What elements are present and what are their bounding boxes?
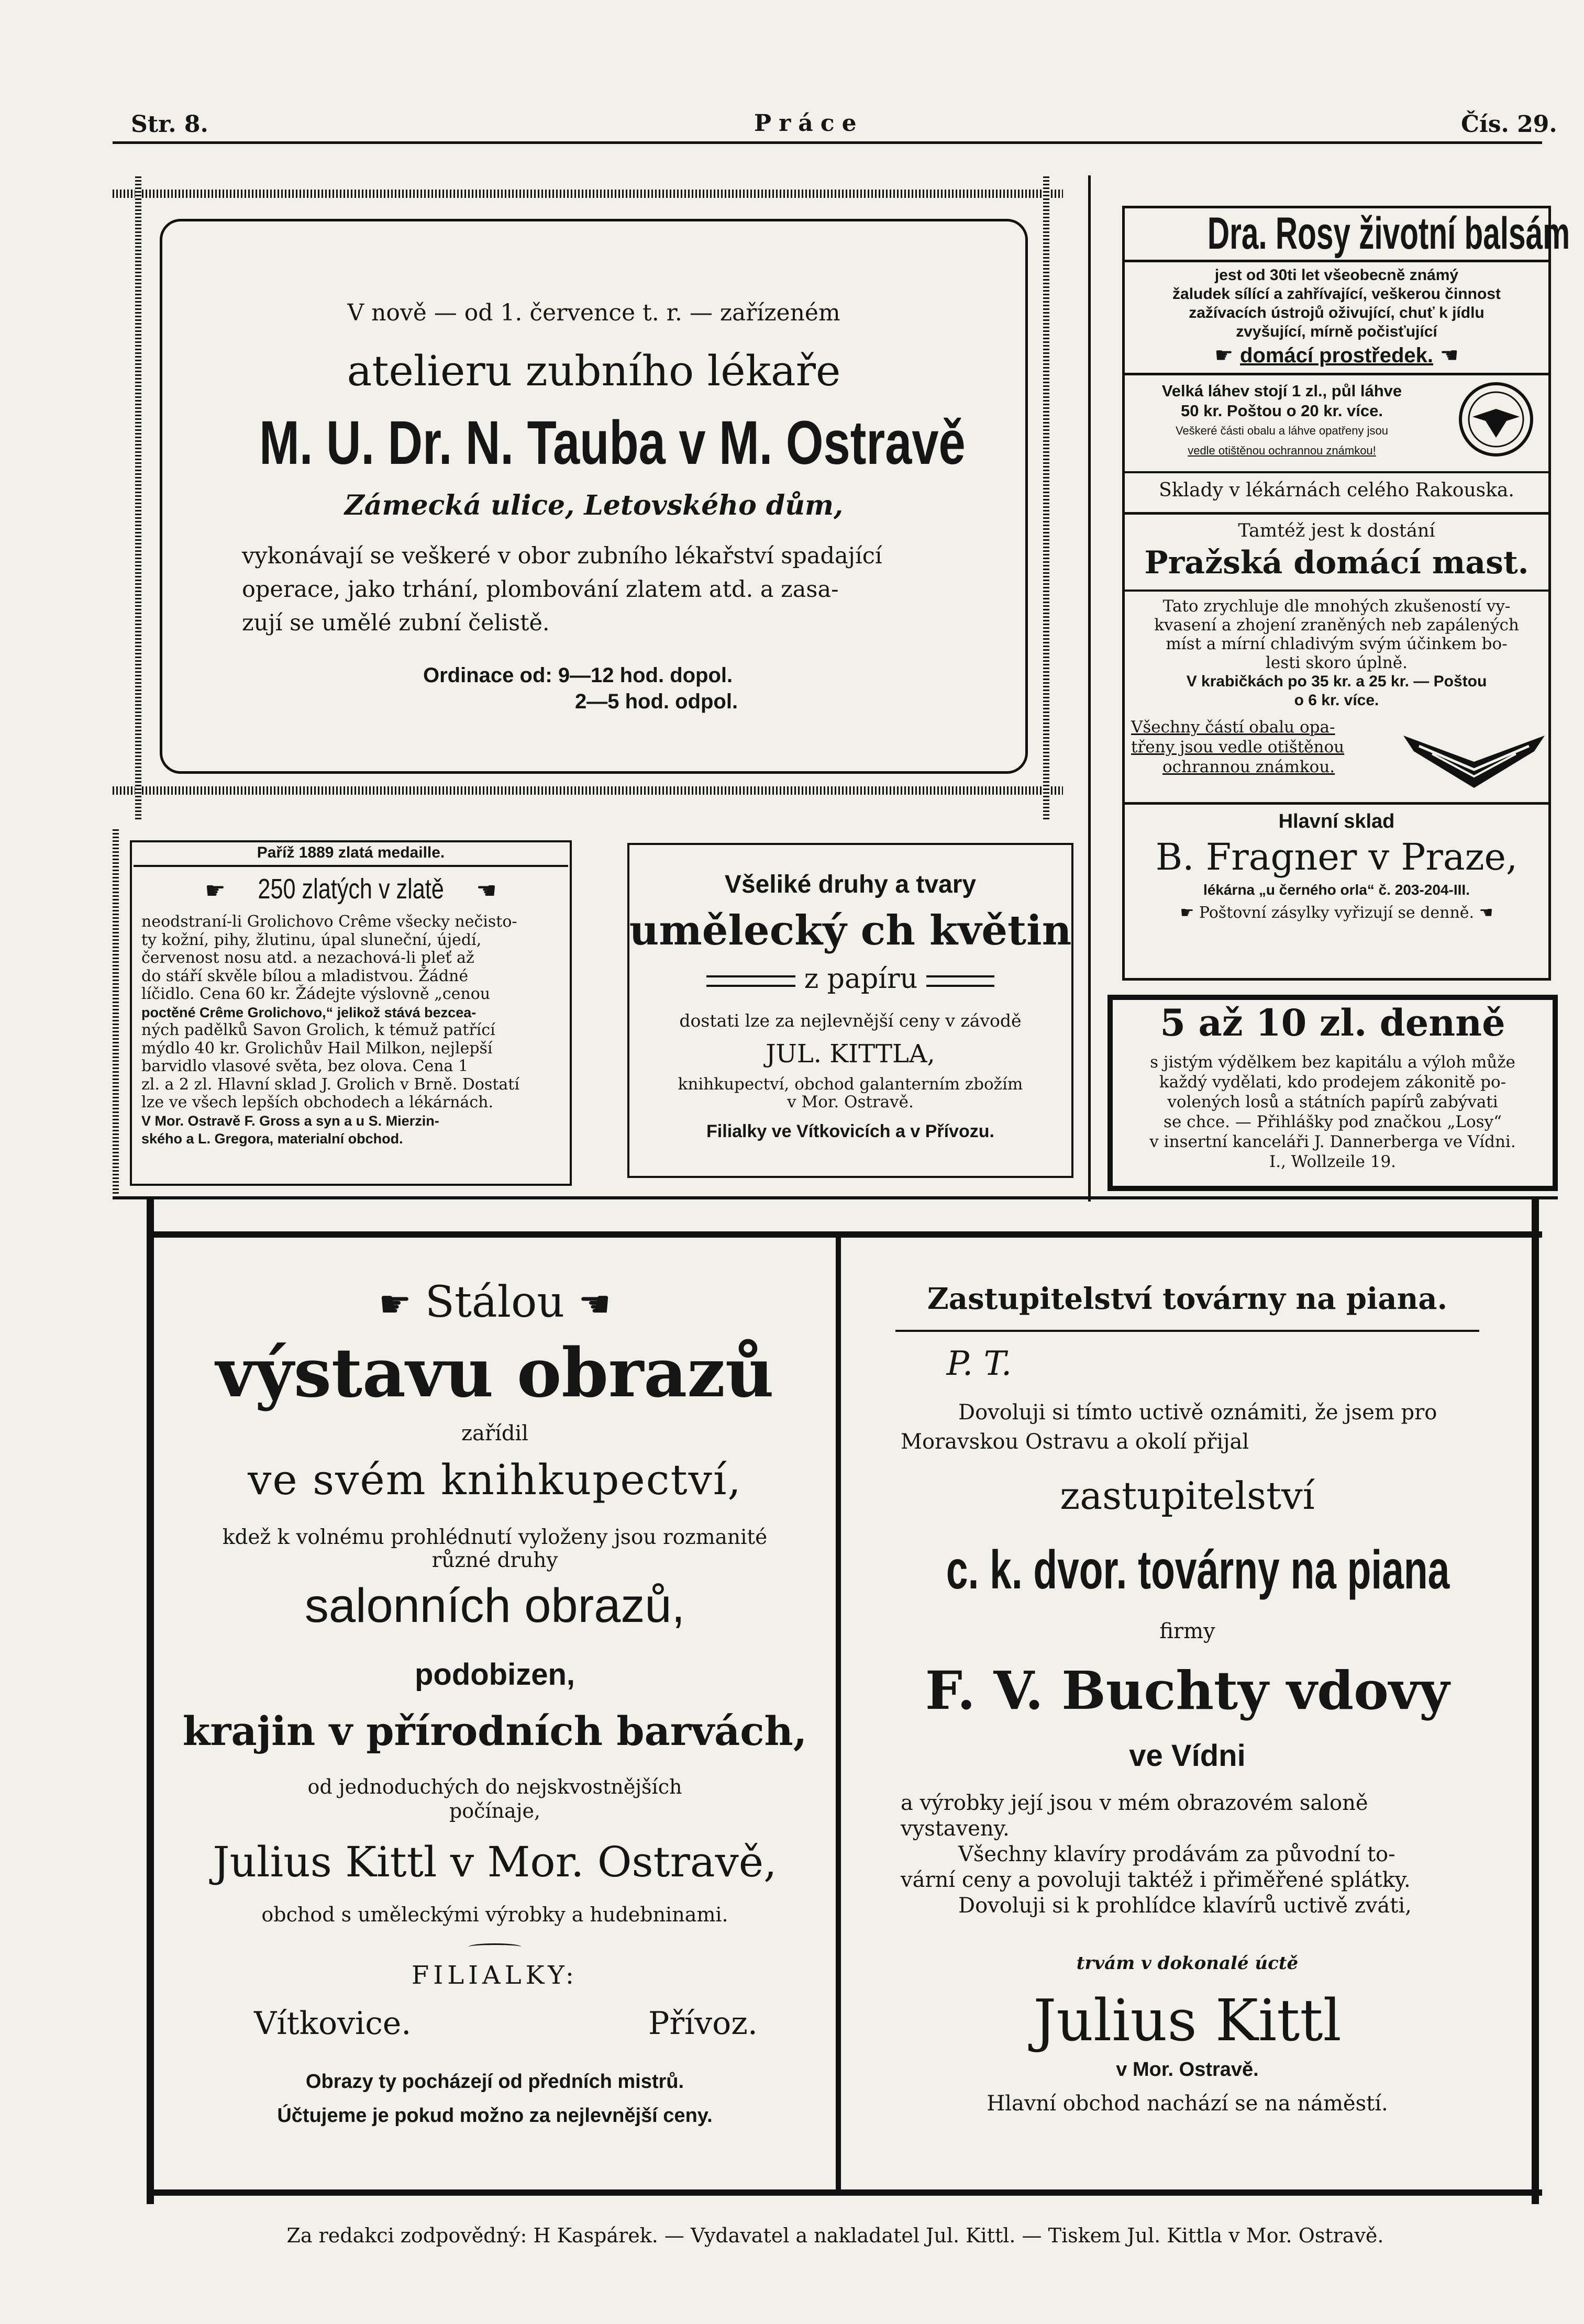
grolich-line: do stáří skvěle bílou a mladistvou. Žádné [141,966,469,985]
column-divider [1088,175,1091,1202]
pharmacy-address: lékárna „u černého orla“ č. 203-204-III. [1203,882,1470,898]
newspaper-title: Práce [754,110,864,137]
pictures-permanent [157,1277,833,1327]
grolich-reward [130,872,572,905]
pictures-ornament [469,1943,521,1950]
money-text [1115,1052,1550,1172]
issue-number: Čís. 29. [1461,111,1557,138]
piano-company: F. V. Buchty vdovy [925,1660,1450,1721]
rosy-price-line: Velká láhev stojí 1 zl., půl láhve [1161,382,1402,400]
ointment-trademark-note [1131,717,1403,777]
rosy-desc-line: zvyšující, mírně počisťující [1236,323,1437,340]
piano-regards: trvám v dokonalé úctě [1076,1953,1299,1974]
lower-top-rule [113,1196,1558,1199]
grolich-reward-text: 250 zlatých v zlatě [258,873,444,905]
ointment-text [1126,597,1547,710]
grolich-body [141,913,560,1148]
postal-note [1122,904,1551,922]
piano-title: Zastupitelství továrny na piana. [927,1282,1448,1316]
dentist-hours-afternoon: 2—5 hod. odpol. [575,690,738,713]
grolich-line: neodstraní-li Grolichovo Crême všecky nečisto- [141,913,517,931]
money-title: 5 až 10 zl. denně [1160,1001,1505,1044]
piano-text-line: a výrobky její jsou v mém obrazovém saloně [901,1791,1368,1815]
dentist-right-border [1043,175,1049,819]
dentist-top-border [113,190,1063,198]
piano-factory-text: c. k. dvor. továrny na piana [946,1540,1450,1600]
dentist-hours: Ordinace od: 9—12 hod. dopol. [423,664,733,687]
grolich-line: V Mor. Ostravě F. Gross a syn a u S. Mierzin- [141,1113,439,1129]
rosy-rule [1122,373,1551,375]
piano-text [901,1791,1503,1919]
money-line: v insertní kanceláři J. Dannerberga ve Vídni. [1149,1132,1516,1151]
grolich-line: poctěné Crême Grolichovo,“ jelikož stává bezcea- [141,1004,477,1020]
pointing-hand-left-icon: ☚ [1439,343,1459,368]
rosy-price-line: Veškeré části obalu a láhve opatřeny jsou [1175,424,1389,437]
piano-intro-line: Moravskou Ostravu a okolí přijal [901,1430,1249,1454]
rosy-rule [1122,590,1551,592]
grolich-line: mýdlo 40 kr. Grolichův Hail Milkon, nejlepší [141,1039,493,1058]
pictures-portraits: podobizen, [414,1658,575,1692]
dentist-atelier: atelieru zubního lékaře [347,347,841,395]
rosy-price-line: 50 kr. Poštou o 20 kr. více. [1181,402,1383,420]
ointment-title: Pražská domácí mast. [1144,544,1529,581]
money-line: volených losů a státních papírů zabývati [1167,1093,1498,1111]
pictures-masters: Obrazy ty pocházejí od předních mistrů. [305,2071,684,2093]
pictures-branches-label: FILIALKY: [411,1961,579,1990]
grolich-line: ných padělků Savon Grolich, k témuž patřící [141,1021,495,1039]
rosy-title [1122,207,1570,262]
flowers-ornament-right [926,975,994,987]
rosy-price [1125,381,1439,461]
piano-main-shop: Hlavní obchod nachází se na náměstí. [987,2092,1388,2116]
dentist-text-line: operace, jako trhání, plombování zlatem atd. a zasa- [242,576,839,603]
rosy-rule [1122,802,1551,805]
piano-representation: zastupitelství [1060,1474,1315,1518]
dentist-left-border [135,175,141,819]
ointment-trademark-line: Všechny částí obalu opa- [1131,718,1335,737]
ointment-line: míst a mírní chladivým svým účinkem bo- [1166,635,1508,653]
flowers-price: dostati lze za nejlevnější ceny v závodě [679,1010,1022,1031]
dentist-name [160,407,1028,481]
pictures-bookshop: ve svém knihkupectví, [248,1455,742,1504]
pictures-range-line: počínaje, [449,1799,541,1822]
grolich-paris-medal: Paříž 1889 zlatá medaille. [257,844,445,861]
header-rule [113,141,1542,144]
rosy-stores: Sklady v lékárnách celého Rakouska. [1159,480,1514,501]
pointing-hand-right-icon: ☛ [1214,343,1234,368]
ointment-line: lesti skoro úplně. [1266,653,1408,672]
footer-imprint: Za redakci zodpovědný: H Kaspárek. — Vydavatel a nakladatel Jul. Kittl. — Tiskem Jul. Kittla v Mor. Ostravě. [286,2224,1384,2247]
rosy-price-line: vedle otištěnou ochrannou známkou! [1188,444,1376,457]
flowers-kinds: Všeliké druhy a tvary [724,871,977,898]
pictures-display-line: kdež k volnému prohlédnutí vyloženy jsou rozmanité [222,1526,768,1549]
dentist-address: Zámecká ulice, Letovského dům, [344,490,844,521]
piano-text-line: Všechny klavíry prodávám za původní to- [958,1842,1395,1866]
pointing-hand-left-icon: ☚ [1479,904,1493,922]
rosy-description [1126,266,1547,341]
ointment-available: Tamtéž jest k dostání [1238,520,1435,541]
piano-vienna: ve Vídni [1129,1739,1246,1773]
flowers-paper-text: z papíru [804,963,918,995]
pictures-established: zařídil [461,1421,529,1445]
dentist-name-text: M. U. Dr. N. Tauba v M. Ostravě [259,408,966,477]
lower-frame-bottom [147,2189,1542,2196]
flowers-branches: Filialky ve Vítkovicích a v Přívozu. [706,1121,994,1141]
piano-intro [901,1398,1503,1456]
pointing-hand-right-icon: ☛ [378,1283,412,1326]
fragner-name: B. Fragner v Praze, [1155,836,1518,879]
piano-signature-town: v Mor. Ostravě. [1116,2059,1259,2081]
eagle-wings-trademark-icon [1403,730,1545,793]
money-line: I., Wollzeile 19. [1269,1152,1397,1171]
grolich-line: ty kožní, pihy, žlutinu, úpal sluneční, újedí, [141,930,482,949]
rosy-desc-line: žaludek sílící a zahřívající, veškerou činnost [1172,285,1501,303]
money-line: se chce. — Přihlášky pod značkou „Losy“ [1164,1113,1502,1131]
pictures-branch-privoz: Přívoz. [648,2005,758,2042]
pointing-hand-right-icon: ☛ [205,877,226,904]
pictures-title: výstavu obrazů [216,1334,774,1413]
grolich-line: ského a L. Gregora, materialní obchod. [141,1131,403,1147]
rosy-rule [1122,512,1551,515]
ointment-line: o 6 kr. více. [1294,692,1379,709]
rosy-remedy-text: domácí prostředek. [1239,344,1433,367]
rosy-rule [1122,471,1551,473]
grolich-line: barvidlo vlasové světa, bez olova. Cena 1 [141,1057,469,1075]
pictures-landscapes: krajin v přírodních barvách, [182,1708,807,1754]
flowers-shop-line: knihkupectví, obchod galanterním zbožím [678,1075,1023,1094]
ointment-line: Tato zrychluje dle mnohých zkušeností vy- [1162,597,1511,616]
pointing-hand-left-icon: ☚ [476,877,497,904]
flowers-store: JUL. KITTLA, [766,1039,935,1069]
grolich-line: líčidlo. Cena 60 kr. Žádejte výslovně „cenou [141,985,491,1003]
grolich-line: červenost nosu atd. a nezachová-li pleť až [141,949,474,967]
rosy-desc-line: zažívacích ústrojů oživující, chuť k jídlu [1189,304,1485,321]
piano-text-line: Dovoluji si k prohlídce klavírů uctivě zváti, [958,1894,1412,1918]
page-number: Str. 8. [131,111,208,138]
main-warehouse-label: Hlavní sklad [1278,810,1395,832]
flowers-paper [627,963,1073,995]
ointment-line: V krabičkách po 35 kr. a 25 kr. — Poštou [1186,673,1487,690]
pictures-shop-desc: obchod s uměleckými výrobky a hudebninami. [261,1903,728,1926]
pictures-range-line: od jednoduchých do nejskvostnějších [307,1775,682,1798]
grolich-line: lze ve všech lepších obchodech a lékárnách. [141,1093,493,1111]
flowers-title: umělecký ch květin [629,907,1072,954]
piano-factory [848,1539,1526,1607]
pictures-display-line: různé druhy [431,1549,558,1572]
money-line: s jistým výdělkem bez kapitálu a výloh může [1150,1053,1515,1072]
pictures-range [157,1775,833,1823]
lower-frame-top [147,1231,1542,1238]
piano-pt: P. T. [946,1344,1012,1383]
dentist-bottom-border [113,786,1063,795]
grolich-left-border [113,827,119,1194]
ointment-trademark-line: třeny jsou vedle otištěnou [1131,738,1345,757]
ointment-line: kvasení a zhojení zraněných neb zapálených [1154,616,1519,635]
grolich-rule [134,865,568,867]
grolich-line: zl. a 2 zl. Hlavní sklad J. Grolich v Brně. Dostatí [141,1075,519,1094]
pictures-owner: Julius Kittl v Mor. Ostravě, [213,1838,777,1886]
money-line: každý vydělati, kdo prodejem zákonitě po- [1159,1073,1507,1092]
pictures-salon: salonních obrazů, [304,1579,685,1632]
piano-text-line: vystaveny. [901,1817,1010,1841]
flowers-shop-line: v Mor. Ostravě. [787,1093,914,1111]
pictures-branch-vitkovice: Vítkovice. [254,2005,412,2042]
rosy-home-remedy [1126,343,1547,368]
eagle-trademark-icon [1457,380,1535,459]
pictures-display [157,1526,833,1572]
pictures-prices: Účtujeme je pokud možno za nejlevnější ceny. [277,2105,713,2127]
postal-note-text: Poštovní zásylky vyřizují se denně. [1199,904,1475,922]
dentist-text-line: vykonávají se veškeré v obor zubního lékařství spadající [242,543,882,569]
flowers-ornament-left [706,975,795,987]
rosy-title-text: Dra. Rosy životní balsám [1207,208,1570,259]
piano-intro-line: Dovoluji si tímto uctivě oznámiti, že jsem pro [958,1400,1437,1425]
piano-text-line: vární ceny a povoluji taktéž i přiměřené splátky. [901,1868,1411,1892]
dentist-intro: V nově — od 1. července t. r. — zařízeném [347,299,840,326]
piano-rule [895,1330,1479,1332]
dentist-text-line: zují se umělé zubní čelistě. [242,610,550,636]
piano-firm: firmy [1159,1619,1215,1643]
piano-signature: Julius Kittl [1033,1987,1342,2054]
pointing-hand-right-icon: ☛ [1180,904,1194,922]
pictures-permanent-text: Stálou [425,1277,565,1327]
dentist-text [242,539,959,640]
pointing-hand-left-icon: ☚ [578,1283,612,1326]
ointment-trademark-line: ochrannou známkou. [1162,758,1335,776]
rosy-desc-line: jest od 30ti let všeobecně známý [1214,266,1459,284]
lower-frame-right [1532,1199,1539,2204]
lower-frame-middle [836,1231,841,2195]
flowers-shop [627,1075,1073,1111]
lower-frame-left [147,1199,154,2204]
